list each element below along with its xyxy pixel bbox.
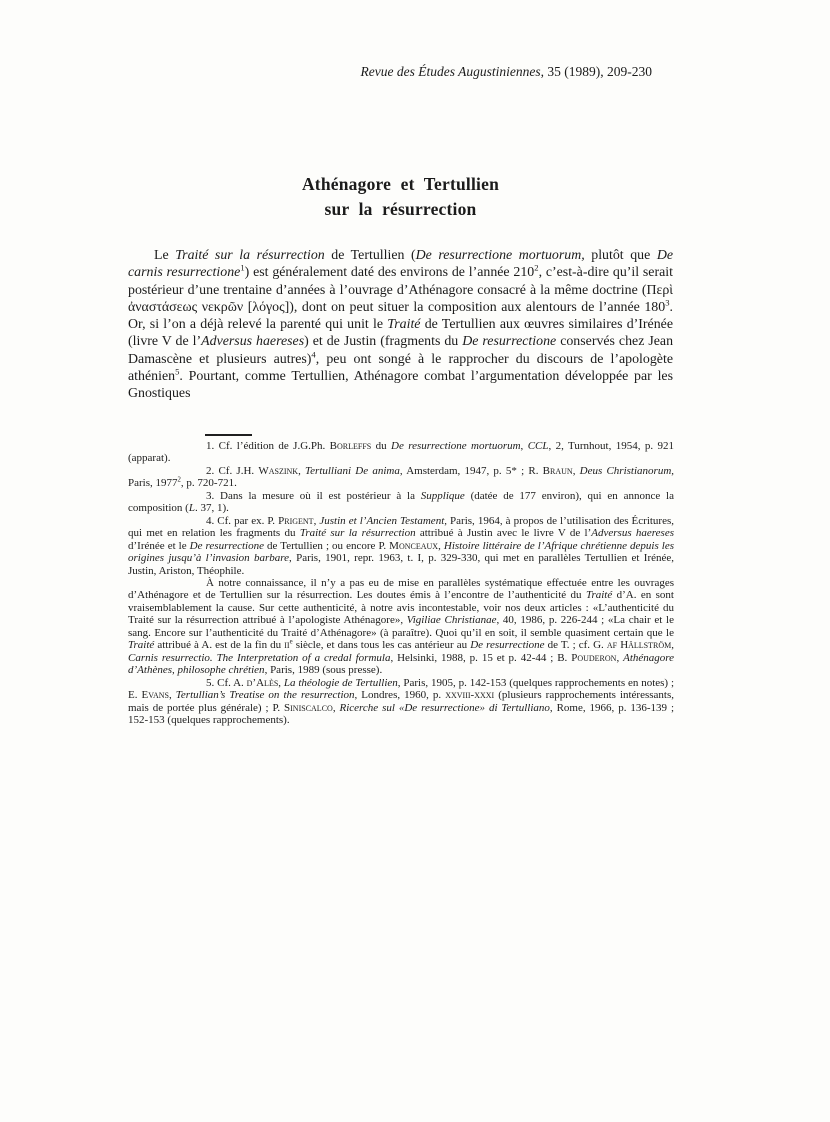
text-segment: 1. Cf. l’édition de J.G.Ph. xyxy=(206,440,330,452)
article-title xyxy=(128,172,673,222)
superscript-ref: 3 xyxy=(665,297,670,308)
footnote-4 xyxy=(128,515,674,577)
text-segment: conservés chez Jean Damascène et plusieurs autres) xyxy=(128,334,674,367)
text-segment: Waszink xyxy=(258,464,299,477)
text-segment: , Amsterdam, 1947, p. 5* ; R. xyxy=(399,464,543,477)
footnote-5 xyxy=(128,677,674,727)
text-segment: , xyxy=(520,440,528,452)
text-segment: Braun xyxy=(542,464,573,477)
footnote-1 xyxy=(128,440,674,465)
text-segment: Vigiliae Christianae xyxy=(406,614,497,627)
text-segment: L xyxy=(188,502,195,515)
text-segment: Traité sur la résurrection xyxy=(299,527,416,540)
footnote-2 xyxy=(128,465,674,490)
text-segment: , c’est-à-dire qu’il serait postérieur d’une trentaine d’années à l’ouvrage d’Athénagore consacré à la même doctrine (Περὶ ἀναστάσεως νεκρῶν [λόγος]), dont on peut situer la composition aux alentours de l’année 180 xyxy=(128,265,673,315)
superscript-ref: 5 xyxy=(175,366,180,377)
text-segment: siècle, et dans tous les cas antérieur au xyxy=(292,639,471,652)
text-segment: (datée de 177 environ), qui en annonce la composition ( xyxy=(128,489,674,515)
text-segment: . Or, si l’on a déjà relevé la parenté qui unit le xyxy=(128,299,673,333)
footnote-4-continued xyxy=(128,577,674,677)
text-segment: ii xyxy=(284,639,290,652)
text-segment: , xyxy=(278,676,284,689)
text-segment: , xyxy=(438,539,444,552)
text-segment: , xyxy=(572,464,580,477)
text-segment: De resurrectione mortuorum xyxy=(391,440,521,452)
text-segment: Supplique xyxy=(420,489,465,502)
footnote-separator-rule xyxy=(205,434,252,436)
text-segment: 3. Dans la mesure où il est postérieur à la xyxy=(206,489,421,502)
text-segment: Carnis resurrectio. The Interpretation of a credal formula xyxy=(128,651,391,664)
text-segment: De resurrectione xyxy=(462,334,557,350)
text-segment: De carnis resurrectione xyxy=(128,248,674,281)
text-segment: , Paris, 1905, p. 142-153 (quelques rapprochements en notes) ; E. xyxy=(128,676,675,702)
text-segment: . Pourtant, comme Tertullien, Athénagore combat l’argumentation développée par les Gnostiques xyxy=(128,369,673,402)
text-segment: . 37, 1). xyxy=(194,502,229,515)
text-segment: ) et de Justin (fragments du xyxy=(304,334,463,350)
text-segment: (plusieurs rapprochements intéressants, mais de portée plus générale) ; P. xyxy=(128,689,675,714)
journal-title: Revue des Études Augustiniennes xyxy=(360,64,541,79)
text-segment: , xyxy=(332,701,340,714)
text-segment: d’Alès xyxy=(246,676,279,689)
text-segment: De resurrectione xyxy=(189,539,264,552)
body-paragraph xyxy=(128,247,673,403)
text-segment: 5. Cf. A. xyxy=(206,676,247,689)
text-segment: Histoire littéraire de l’Afrique chrétienne depuis les origines jusqu’à l’invasion barbare xyxy=(128,539,674,565)
text-segment: d’Irénée et le xyxy=(128,539,190,552)
text-segment: Traité sur la résurrection xyxy=(175,248,325,263)
text-segment: Justin et l’Ancien Testament xyxy=(319,514,445,527)
journal-citation-volume: , 35 (1989), 209-230 xyxy=(540,64,652,79)
text-segment: , Paris, 1964, à propos de l’utilisation des Écritures, qui met en relation les fragments du xyxy=(128,514,675,540)
text-segment: Deus Christianorum xyxy=(579,464,672,477)
text-segment: Siniscalco xyxy=(284,701,333,714)
superscript-ref: 2 xyxy=(534,262,539,273)
text-segment: Evans xyxy=(141,689,169,702)
superscript-ref: 4 xyxy=(311,349,316,360)
text-segment: , peu ont songé à le rapprocher du discours de l’apologète athénien xyxy=(128,351,673,385)
text-segment: , Helsinki, 1988, p. 15 et p. 42-44 ; B. xyxy=(390,651,572,664)
text-segment: CCL xyxy=(527,440,549,452)
article-body xyxy=(128,247,673,403)
text-segment: ) est généralement daté des environs de l’année 210 xyxy=(244,265,535,281)
journal-citation xyxy=(128,63,673,80)
article-title-line2: sur la résurrection xyxy=(324,199,477,219)
text-segment: , xyxy=(313,514,320,527)
text-segment: de Tertullien ; ou encore P. xyxy=(264,539,390,552)
text-segment: , xyxy=(298,464,306,477)
text-segment: La théologie de Tertullien xyxy=(283,676,398,689)
text-segment: , xyxy=(169,689,176,702)
text-segment: Athénagore d’Athènes, philosophe chrétien xyxy=(128,651,675,677)
footnote-3 xyxy=(128,490,674,515)
text-segment: 4. Cf. par ex. P. xyxy=(206,514,279,527)
text-segment: attribué à Justin avec le livre V de l’ xyxy=(415,527,592,540)
article-title-line1: Athénagore et Tertullien xyxy=(301,174,500,194)
text-segment: de T. ; cf. G. xyxy=(544,639,607,652)
text-segment: d’A. en sont vraisemblablement la cause. Sur cette authenticité, à notre avis incontestable, voir nos deux articles : «L’authenticité du Traité sur la résurrection attribué à l’apologiste Athénagore», xyxy=(128,589,674,627)
text-segment: Traité xyxy=(128,639,155,652)
text-segment: Ricerche sul «De resurrectione» di Tertulliano xyxy=(339,701,550,714)
text-segment: , xyxy=(671,639,674,652)
text-segment: xxviii-xxxi xyxy=(445,689,495,702)
text-segment: Prigent xyxy=(278,514,314,527)
text-segment: de Tertullien ( xyxy=(324,248,416,263)
text-segment: À notre connaissance, il n’y a pas eu de mise en parallèles systématique effectuée entre les ouvrages d’Athénagore et de Tertullien sur la résurrection. Les doutes émis à l’encontre de l’authenticité du xyxy=(128,576,674,602)
text-segment: , Paris, 1901, repr. 1963, t. I, p. 329-330, qui met en parallèles Tertullien et Irénée, Justin, Ariston, Théophile. xyxy=(128,552,675,577)
text-segment: , Rome, 1966, p. 136-139 ; 152-153 (quelques rapprochements). xyxy=(128,701,674,726)
text-segment: De resurrectione xyxy=(470,639,545,652)
text-segment: , Paris, 1989 (sous presse). xyxy=(264,664,383,677)
text-segment: , xyxy=(616,651,624,664)
footnotes-block xyxy=(128,440,674,726)
text-segment: Tertullian’s Treatise on the resurrection xyxy=(175,689,355,702)
superscript-ref: 2 xyxy=(177,476,181,484)
text-segment: Traité xyxy=(387,317,421,333)
text-segment: , 2, Turnhout, 1954, p. 921 (apparat). xyxy=(128,440,674,465)
text-segment: , 40, 1986, p. 226-244 ; «La chair et le sang. Encore sur l’authenticité du Traité d’Athénagore» (à paraître). Quoi qu’il en soit, il semble quasiment certain que le xyxy=(128,614,674,639)
text-segment: plutôt que xyxy=(584,248,657,263)
text-segment: 2. Cf. J.H. xyxy=(206,464,259,477)
text-segment: , p. 720-721. xyxy=(180,477,237,490)
text-segment: Adversus haereses xyxy=(201,334,305,350)
text-segment: , Paris, 1977 xyxy=(128,464,675,490)
text-segment: Pouderon xyxy=(571,651,617,664)
text-segment: Le xyxy=(154,248,176,263)
text-segment: Tertulliani De anima xyxy=(305,464,400,477)
text-segment: Monceaux xyxy=(389,539,439,552)
text-segment: de Tertullien aux œuvres similaires d’Irénée (livre V de l’ xyxy=(128,317,673,350)
superscript-ref: 1 xyxy=(240,262,245,273)
text-segment: De resurrectione mortuorum, xyxy=(415,248,585,263)
text-segment: af Hällström xyxy=(606,639,672,652)
text-segment: , Londres, 1960, p. xyxy=(354,689,446,702)
text-segment: attribué à A. est de la fin du xyxy=(154,639,285,652)
text-segment: du xyxy=(371,440,391,452)
text-segment: Adversus haereses xyxy=(591,527,674,540)
text-segment: Traité xyxy=(585,589,613,602)
text-segment: Borleffs xyxy=(329,440,372,452)
superscript-ref: e xyxy=(289,638,293,646)
